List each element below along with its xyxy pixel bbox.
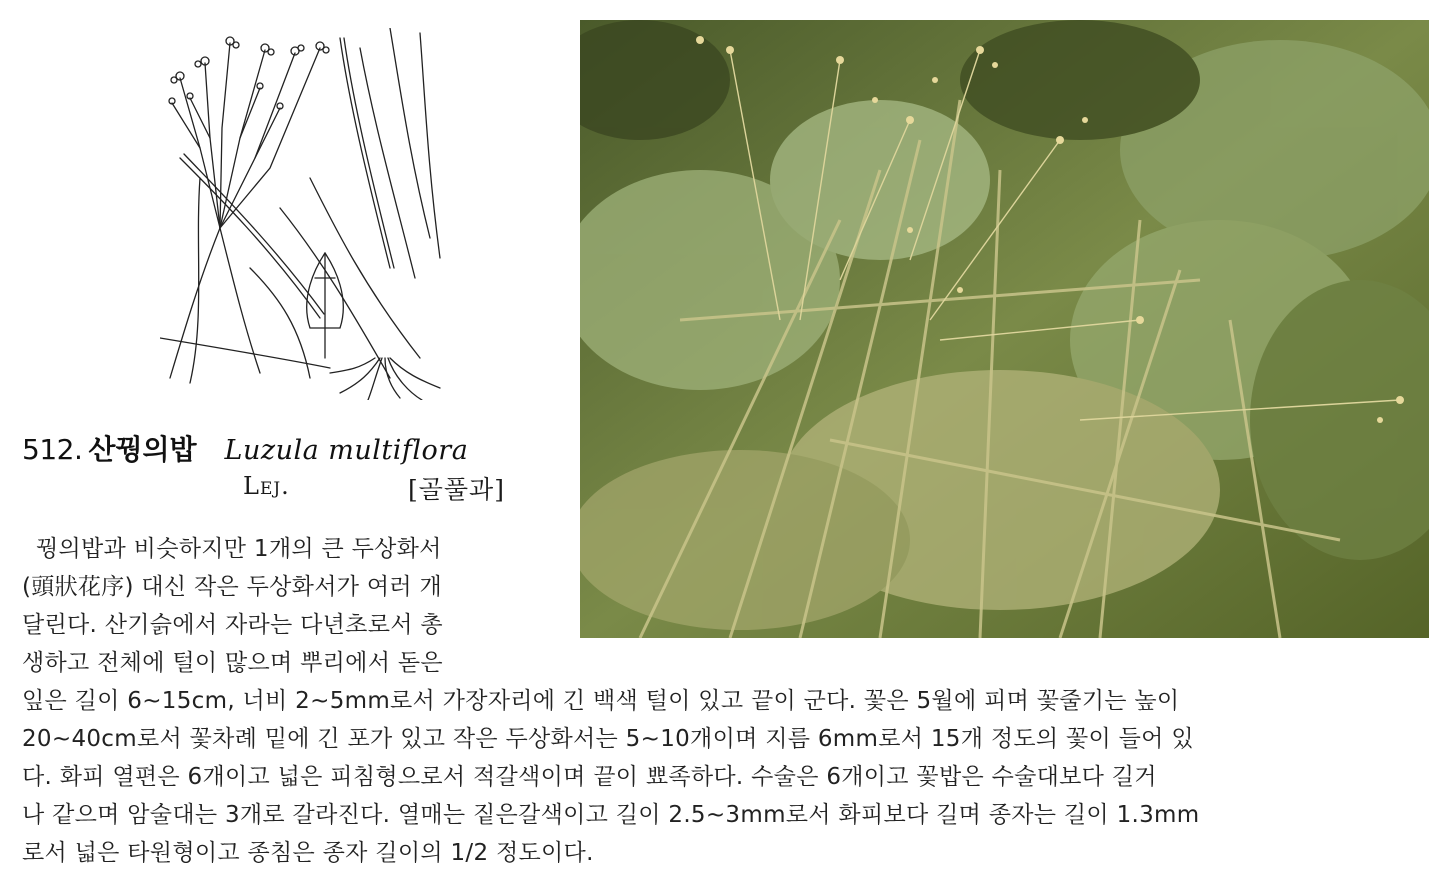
plant-photograph — [580, 20, 1429, 638]
description-line: 20~40cm로서 꽃차례 밑에 긴 포가 있고 작은 두상화서는 5~10개이며 지름 6mm로서 15개 정도의 꽃이 들어 있 — [22, 726, 1194, 752]
scientific-name: Luzula multiflora — [224, 435, 469, 466]
description-line: 달린다. 산기슭에서 자라는 다년초로서 총 — [22, 612, 443, 638]
description-line: 생하고 전체에 털이 많으며 뿌리에서 돋은 — [22, 650, 443, 676]
botanical-illustration — [160, 28, 460, 400]
plant-family: [골풀과] — [408, 475, 505, 504]
author-abbreviation: Lej. — [243, 472, 290, 500]
entry-title — [22, 428, 468, 468]
description-line: 꿩의밥과 비슷하지만 1개의 큰 두상화서 — [36, 536, 442, 562]
description-line: 잎은 길이 6~15cm, 너비 2~5mm로서 가장자리에 긴 백색 털이 있고 끝이 군다. 꽃은 5월에 피며 꽃줄기는 높이 — [22, 688, 1180, 714]
description-line: (頭狀花序) 대신 작은 두상화서가 여러 개 — [22, 574, 443, 600]
korean-name: 산꿩의밥 — [88, 433, 197, 466]
description-line: 로서 넓은 타원형이고 종침은 종자 길이의 1/2 정도이다. — [22, 840, 594, 866]
entry-number: 512. — [22, 433, 83, 466]
description-line: 나 같으며 암술대는 3개로 갈라진다. 열매는 짙은갈색이고 길이 2.5~3mm로서 화피보다 길며 종자는 길이 1.3mm — [22, 802, 1200, 828]
description-line: 다. 화피 열편은 6개이고 넓은 피침형으로서 적갈색이며 끝이 뾰족하다. 수술은 6개이고 꽃밥은 수술대보다 길거 — [22, 764, 1157, 790]
